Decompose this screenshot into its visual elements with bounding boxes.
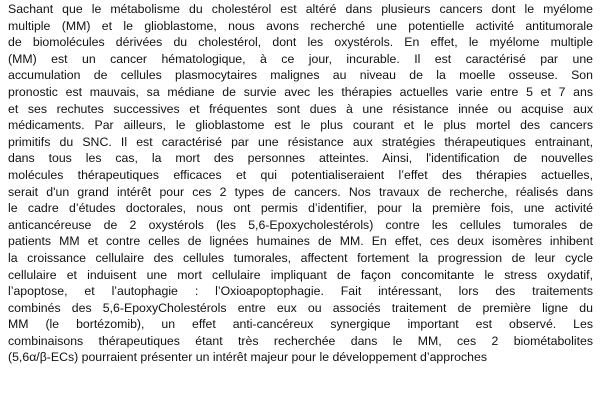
- text-line: Sachant que le métabolisme du cholestérol est altéré dans plusieurs cancers dont le myélome: [8, 2, 593, 16]
- text-line: dans tous les cas, la mort des personnes atteintes. Ainsi, l'identification de nouvelles: [8, 151, 593, 166]
- text-line: pronostic est mauvais, sa médiane de survie avec les thérapies actuelles varie entre 5 et 7 ans: [8, 84, 593, 99]
- text-line: l’apoptose, et l’autophagie : l’Oxioapoptophagie. Fait intéressant, lors des traitements: [8, 284, 593, 299]
- text-line: le cadre d’études doctorales, nous ont permis d’identifier, pour la première fois, une activité: [8, 201, 593, 216]
- text-line: multiple (MM) et le glioblastome, nous avons recherché une potentielle activité antitumorale: [8, 18, 593, 33]
- text-line: combinés des 5,6-EpoxyCholestérols entre eux ou associés traitement de première ligne du: [8, 300, 593, 315]
- abstract-paragraph: [8, 1, 593, 366]
- text-line: (5,6α/β-ECs) pourraient présenter un intérêt majeur pour le développement d’approches: [8, 350, 487, 365]
- text-line: (MM) est un cancer hématologique, à ce jour, incurable. Il est caractérisé par une: [8, 51, 593, 66]
- text-line: cellulaire et induisent une mort cellulaire impliquant de façon concomitante le stress oxydatif,: [8, 267, 593, 282]
- text-line: accumulation de cellules plasmocytaires malignes au niveau de la moelle osseuse. Son: [8, 68, 593, 83]
- text-line: combinaisons thérapeutiques étant très recherchée dans le MM, ces 2 biométabolites: [8, 333, 593, 348]
- text-line: primitifs du SNC. Il est caractérisé par une résistance aux stratégies thérapeutiques entrainant,: [8, 134, 593, 149]
- text-line: anticancéreuse de 2 oxystérols (les 5,6-Epoxycholestérols) contre les cellules tumorales de: [8, 217, 593, 232]
- text-line: patients MM et contre celles de lignées humaines de MM. En effet, ces deux isomères inhibent: [8, 234, 593, 249]
- text-line: serait d'un grand intérêt pour ces 2 types de cancers. Nos travaux de recherche, réalisés dans: [8, 184, 593, 199]
- text-line: MM (le bortézomib), un effet anti-cancéreux synergique important est observé. Les: [8, 317, 593, 332]
- text-line: la croissance cellulaire des cellules tumorales, affectent fortement la progression de leur cycle: [8, 250, 593, 265]
- text-line: molécules thérapeutiques efficaces et qui potentialiseraient l’effet des thérapies actuelles,: [8, 167, 593, 182]
- text-line: médicaments. Par ailleurs, le glioblastome est le plus courant et le plus mortel des cancers: [8, 118, 593, 133]
- text-line: et ses rechutes successives et fréquentes sont dues à une résistance innée ou acquise aux: [8, 101, 593, 116]
- text-line: de biomolécules dérivées du cholestérol, dont les oxystérols. En effet, le myélome multiple: [8, 35, 593, 50]
